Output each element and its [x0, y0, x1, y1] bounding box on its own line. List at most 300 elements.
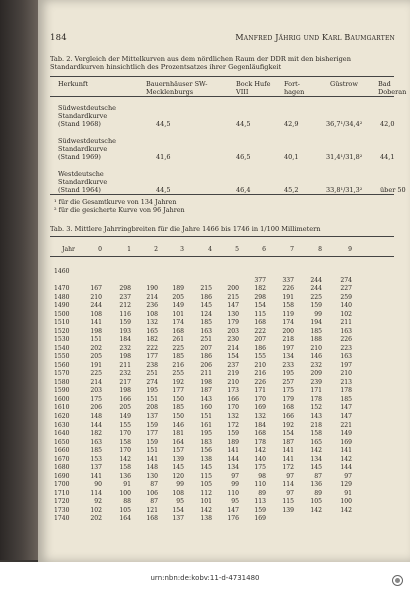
urn-identifier: urn:nbn:de:kobv:11-d-4731480	[150, 574, 260, 582]
table3-cell: 130	[146, 472, 158, 480]
table3-cell: 158	[119, 438, 131, 446]
table3-cell: 120	[172, 472, 184, 480]
table3-cell: 169	[254, 515, 266, 523]
table3-year-cell: 1740	[54, 515, 70, 523]
table3-cell: 165	[146, 327, 158, 335]
table3-cell: 169	[340, 438, 352, 446]
table3-year-cell: 1680	[54, 464, 70, 472]
table2-caption: Tab. 2. Vergleich der Mittelkurven aus dem nördlichen Raum der DDR mit den bisherigen Standardkurven hinsichtlich des Prozentsatzes ihrer Gegenläufigkeit	[50, 55, 351, 72]
table3-cell: 179	[227, 319, 239, 327]
table3-cell: 232	[310, 361, 322, 369]
table3-cell: 170	[254, 395, 266, 403]
table3-cell: 112	[200, 489, 212, 497]
table3-cell: 244	[310, 276, 322, 284]
table3-cell: 155	[254, 353, 266, 361]
table3-cell: 170	[227, 404, 239, 412]
table2-header-forthagen: Fort-hagen	[284, 80, 305, 97]
table2-row-label: (Stand 1968)	[58, 120, 101, 128]
table3-cell: 140	[254, 455, 266, 463]
table3-cell: 298	[254, 293, 266, 301]
table3-year-cell: 1520	[54, 327, 70, 335]
table3-cell: 163	[340, 327, 352, 335]
table3-header-cell: 2	[154, 246, 158, 253]
table3-cell: 173	[227, 387, 239, 395]
table3-cell: 99	[314, 310, 322, 318]
table3-cell: 87	[314, 472, 322, 480]
table3-year-cell: 1600	[54, 395, 70, 403]
table3-cell: 225	[90, 370, 102, 378]
table3-cell: 170	[119, 430, 131, 438]
table3-cell: 181	[172, 430, 184, 438]
table2-header-bauernhaeuser: Bauernhäuser SW-Mecklenburgs	[146, 80, 208, 97]
table3-cell: 87	[150, 481, 158, 489]
table3-cell: 178	[340, 387, 352, 395]
table3-cell: 149	[172, 302, 184, 310]
table3-cell: 211	[200, 370, 212, 378]
table3-header-cell: 9	[348, 246, 352, 253]
table3-cell: 142	[340, 506, 352, 514]
table3-cell: 184	[119, 336, 131, 344]
table3-cell: 261	[172, 336, 184, 344]
table3-cell: 144	[227, 455, 239, 463]
table3-cell: 216	[254, 370, 266, 378]
table2-row-label: (Stand 1964)	[58, 186, 101, 194]
table3-cell: 219	[227, 370, 239, 378]
table3-cell: 232	[119, 370, 131, 378]
table3-cell: 175	[90, 395, 102, 403]
table3-cell: 144	[90, 421, 102, 429]
table2-row-label: Standardkurve	[58, 112, 108, 120]
table3-cell: 211	[340, 319, 352, 327]
table3-year-cell: 1610	[54, 404, 70, 412]
table3-cell: 113	[254, 498, 266, 506]
table3-cell: 192	[172, 378, 184, 386]
table3-cell: 195	[146, 387, 158, 395]
table3-cell: 158	[310, 430, 322, 438]
table3-cell: 137	[146, 413, 158, 420]
table3-cell: 186	[254, 344, 266, 352]
table3-cell: 142	[340, 455, 352, 463]
table3-header-cell: 5	[235, 246, 239, 253]
table3-cell: 115	[200, 472, 212, 480]
table3-cell: 154	[172, 506, 184, 514]
table3-year-cell: 1500	[54, 310, 70, 318]
table2-cell: über 50	[380, 186, 406, 194]
table2-row-label: Südwestdeutsche	[58, 137, 116, 145]
table3-cell: 154	[254, 302, 266, 310]
table3-cell: 178	[254, 438, 266, 446]
table3-cell: 145	[200, 302, 212, 310]
table2-row-label: (Stand 1969)	[58, 153, 101, 161]
table3-cell: 142	[200, 506, 212, 514]
table3-header-cell: 1	[127, 246, 131, 253]
table3-year-cell: 1580	[54, 378, 70, 386]
table3-cell: 222	[254, 327, 266, 335]
table3-cell: 251	[200, 336, 212, 344]
table2-header-bad-doberan: Bad Doberan	[378, 80, 407, 97]
table3-cell: 101	[172, 310, 184, 318]
table3-cell: 152	[310, 404, 322, 412]
table3-cell: 142	[310, 506, 322, 514]
table3-cell: 141	[282, 455, 294, 463]
table3-cell: 210	[340, 370, 352, 378]
table3-cell: 150	[172, 413, 184, 420]
table3-cell: 158	[119, 464, 131, 472]
table3-cell: 146	[172, 421, 184, 429]
table3-cell: 154	[227, 353, 239, 361]
table3-cell: 209	[310, 370, 322, 378]
table3-cell: 184	[254, 421, 266, 429]
table3-header-cell: 3	[180, 246, 184, 253]
table3-cell: 198	[90, 327, 102, 335]
table3-cell: 105	[119, 506, 131, 514]
table2-cell: 33,8¹/31,3²	[326, 186, 363, 194]
table3-cell: 255	[172, 370, 184, 378]
table3-cell: 176	[227, 515, 239, 523]
table3-cell: 141	[340, 447, 352, 455]
table3-cell: 200	[227, 285, 239, 293]
table3-cell: 139	[282, 506, 294, 514]
table3-cell: 237	[119, 293, 131, 301]
table2-row-label: Standardkurve	[58, 145, 108, 153]
table3-cell: 191	[90, 361, 102, 369]
table3-header-cell: 6	[262, 246, 266, 253]
table3-cell: 88	[123, 498, 131, 506]
table3-cell: 153	[90, 455, 102, 463]
table3-cell: 142	[310, 447, 322, 455]
table2-footnote-1: ¹ für die Gesamtkurve von 134 Jahren	[54, 198, 177, 206]
table3-cell: 97	[231, 472, 239, 480]
table3-cell: 95	[231, 498, 239, 506]
table3-cell: 105	[200, 481, 212, 489]
table3-cell: 115	[282, 498, 294, 506]
table3-cell: 163	[200, 327, 212, 335]
table3-cell: 214	[146, 293, 158, 301]
table3-cell: 89	[258, 489, 266, 497]
table3-cell: 185	[172, 353, 184, 361]
table3-cell: 89	[314, 489, 322, 497]
table3-year-cell: 1670	[54, 455, 70, 463]
table3-cell: 168	[172, 327, 184, 335]
table3-year-cell: 1630	[54, 421, 70, 429]
table3-cell: 136	[310, 481, 322, 489]
table3-cell: 134	[227, 464, 239, 472]
table3-cell: 226	[340, 336, 352, 344]
table2-row-label: Standardkurve	[58, 178, 108, 186]
table3-cell: 108	[90, 310, 102, 318]
table3-cell: 148	[90, 413, 102, 420]
table3-cell: 216	[172, 361, 184, 369]
table3-cell: 163	[90, 438, 102, 446]
table3-cell: 159	[119, 319, 131, 327]
table3-cell: 145	[310, 464, 322, 472]
table3-cell: 99	[231, 481, 239, 489]
table3-cell: 202	[90, 515, 102, 523]
table3-cell: 225	[310, 293, 322, 301]
table3-cell: 151	[146, 447, 158, 455]
table3-cell: 140	[340, 302, 352, 310]
table3-cell: 139	[172, 455, 184, 463]
table3-cell: 185	[90, 447, 102, 455]
table3-cell: 237	[227, 361, 239, 369]
table2-header-herkunft: Herkunft	[58, 80, 88, 88]
table3-cell: 172	[282, 464, 294, 472]
table3-year-cell: 1530	[54, 336, 70, 344]
table3-cell: 143	[310, 413, 322, 420]
table3-cell: 197	[282, 344, 294, 352]
table3-cell: 102	[90, 506, 102, 514]
table3-cell: 97	[286, 472, 294, 480]
table3-cell: 99	[176, 481, 184, 489]
table3-cell: 226	[254, 378, 266, 386]
table3-cell: 91	[123, 481, 131, 489]
table3-cell: 101	[200, 498, 212, 506]
table2-cell: 40,1	[284, 153, 299, 161]
table3-year-cell: 1590	[54, 387, 70, 395]
table3-cell: 132	[227, 413, 239, 420]
table3-year-cell: 1550	[54, 353, 70, 361]
table3-cell: 119	[282, 310, 294, 318]
table3-cell: 164	[172, 438, 184, 446]
table3-year-cell: 1700	[54, 481, 70, 489]
table2-row-label: Westdeutsche	[58, 170, 104, 178]
table3-cell: 92	[94, 498, 102, 506]
table2-cell: 44,5	[236, 120, 251, 128]
table3-cell: 159	[227, 430, 239, 438]
table3-cell: 183	[200, 438, 212, 446]
table3-cell: 95	[176, 498, 184, 506]
table3-cell: 186	[200, 293, 212, 301]
table3-cell: 225	[172, 344, 184, 352]
table3-cell: 147	[227, 506, 239, 514]
table3-cell: 137	[90, 464, 102, 472]
table2-bottom-rule	[50, 194, 394, 195]
table3-cell: 141	[227, 447, 239, 455]
table3-cell: 203	[90, 387, 102, 395]
table3-cell: 168	[146, 515, 158, 523]
table3-cell: 203	[227, 327, 239, 335]
table2-cell: 44,1	[380, 153, 395, 161]
table3-header-rule	[50, 256, 394, 257]
table2-cell: 44,5	[156, 120, 171, 128]
table3-cell: 147	[340, 404, 352, 412]
table3-cell: 114	[90, 489, 102, 497]
table3-cell: 213	[340, 378, 352, 386]
table3-cell: 132	[146, 319, 158, 327]
table3-cell: 186	[200, 353, 212, 361]
table3-cell: 158	[282, 302, 294, 310]
table3-cell: 202	[90, 344, 102, 352]
table3-cell: 115	[254, 310, 266, 318]
table3-cell: 188	[310, 336, 322, 344]
table3-cell: 174	[282, 319, 294, 327]
table3-cell: 178	[310, 395, 322, 403]
table2-row-label: Südwestdeutsche	[58, 104, 116, 112]
table2-cell: 45,2	[284, 186, 299, 194]
table3-cell: 97	[286, 489, 294, 497]
table2-cell: 42,0	[380, 120, 395, 128]
table3-cell: 174	[172, 319, 184, 327]
table3-cell: 211	[119, 361, 131, 369]
table3-cell: 159	[254, 506, 266, 514]
table3-header-cell: 8	[318, 246, 322, 253]
table3-cell: 169	[254, 404, 266, 412]
table3-cell: 114	[282, 481, 294, 489]
table2-cell: 36,7¹/34,4²	[326, 120, 363, 128]
table3-cell: 168	[254, 430, 266, 438]
table3-cell: 177	[146, 430, 158, 438]
table3-cell: 148	[146, 464, 158, 472]
table3-cell: 274	[146, 378, 158, 386]
table2-header-rule	[50, 96, 394, 97]
table3-year-cell: 1650	[54, 438, 70, 446]
table3-year-cell: 1510	[54, 319, 70, 327]
table3-cell: 175	[282, 387, 294, 395]
table3-cell: 145	[200, 464, 212, 472]
table3-cell: 193	[119, 327, 131, 335]
table3-year-cell: 1540	[54, 344, 70, 352]
table3-cell: 215	[227, 293, 239, 301]
table3-cell: 239	[310, 378, 322, 386]
table3-cell: 177	[146, 353, 158, 361]
table3-cell: 212	[119, 302, 131, 310]
table3-cell: 134	[310, 455, 322, 463]
table3-cell: 151	[200, 413, 212, 420]
table3-cell: 215	[200, 285, 212, 293]
table3-cell: 87	[150, 498, 158, 506]
table2-cell: 44,5	[156, 186, 171, 194]
table3-cell: 337	[282, 276, 294, 284]
book-spine-shadow	[0, 0, 38, 560]
table3-year-cell: 1570	[54, 370, 70, 378]
table3-cell: 198	[200, 378, 212, 386]
table3-year-cell: 1690	[54, 472, 70, 480]
table3-cell: 208	[146, 404, 158, 412]
table3-cell: 214	[90, 378, 102, 386]
table2-header-guestrow: Güstrow	[330, 80, 358, 88]
table3-cell: 298	[119, 285, 131, 293]
table3-cell: 195	[282, 370, 294, 378]
table3-cell: 210	[90, 293, 102, 301]
table3-cell: 172	[227, 421, 239, 429]
table3-cell: 137	[172, 515, 184, 523]
table3-cell: 144	[340, 464, 352, 472]
table3-cell: 141	[146, 455, 158, 463]
table3-cell: 138	[200, 455, 212, 463]
table3-cell: 151	[146, 395, 158, 403]
table3-year-cell: 1720	[54, 498, 70, 506]
table3-cell: 218	[310, 421, 322, 429]
table3-year-cell: 1480	[54, 293, 70, 301]
table3-cell: 98	[258, 472, 266, 480]
table3-cell: 207	[200, 344, 212, 352]
table3-cell: 141	[90, 472, 102, 480]
table3-cell: 91	[344, 489, 352, 497]
table3-cell: 206	[200, 361, 212, 369]
table3-cell: 210	[254, 361, 266, 369]
table3-cell: 149	[340, 430, 352, 438]
table3-cell: 185	[172, 404, 184, 412]
table3-cell: 166	[119, 395, 131, 403]
table3-cell: 177	[172, 387, 184, 395]
table3-cell: 163	[340, 353, 352, 361]
table3-cell: 141	[90, 319, 102, 327]
table3-cell: 377	[254, 276, 266, 284]
table3-cell: 146	[310, 353, 322, 361]
table2-header-bock: Bock Hufe VIII	[236, 80, 271, 97]
table2-cell: 46,4	[236, 186, 251, 194]
table3-cell: 142	[119, 455, 131, 463]
table2-cell: 46,5	[236, 153, 251, 161]
table3-cell: 149	[119, 413, 131, 420]
table3-cell: 238	[146, 361, 158, 369]
table3-cell: 166	[282, 413, 294, 420]
table3-cell: 159	[146, 421, 158, 429]
table3-cell: 110	[227, 489, 239, 497]
table3-cell: 233	[282, 361, 294, 369]
table3-cell: 179	[282, 395, 294, 403]
table3-cell: 217	[119, 378, 131, 386]
table3-cell: 142	[254, 447, 266, 455]
table3-cell: 147	[227, 302, 239, 310]
table3-cell: 134	[282, 353, 294, 361]
table3-cell: 121	[146, 506, 158, 514]
table3-year-cell: 1620	[54, 413, 70, 420]
running-head-authors: Manfred Jährig und Karl Baumgarten	[235, 33, 395, 42]
table3-cell: 182	[90, 430, 102, 438]
table3-cell: 210	[227, 378, 239, 386]
table3-cell: 100	[119, 489, 131, 497]
table3-cell: 274	[340, 276, 352, 284]
table3-cell: 165	[310, 438, 322, 446]
table3-cell: 205	[119, 404, 131, 412]
table3-header-cell: 0	[98, 246, 102, 253]
table3-cell: 205	[172, 293, 184, 301]
table3-header-cell: 7	[290, 246, 294, 253]
table3-cell: 187	[282, 438, 294, 446]
table3-year-cell: 1660	[54, 447, 70, 455]
table3-cell: 223	[340, 344, 352, 352]
table3-year-cell: 1730	[54, 506, 70, 514]
table3-cell: 161	[200, 421, 212, 429]
table3-cell: 206	[90, 404, 102, 412]
table3-cell: 168	[282, 404, 294, 412]
table3-cell: 244	[90, 302, 102, 310]
table3-cell: 167	[90, 285, 102, 293]
table3-cell: 155	[119, 421, 131, 429]
table3-cell: 185	[340, 395, 352, 403]
table3-cell: 218	[282, 336, 294, 344]
table2-footnote-2: ² für die gesicherte Kurve von 96 Jahren	[54, 206, 185, 214]
table3-year-cell: 1470	[54, 285, 70, 293]
table3-cell: 187	[200, 387, 212, 395]
table3-cell: 116	[119, 310, 131, 318]
table3-header-cell: 4	[208, 246, 212, 253]
table3-cell: 185	[310, 327, 322, 335]
table2-top-rule	[50, 76, 394, 77]
table3-cell: 259	[340, 293, 352, 301]
table3-cell: 191	[282, 293, 294, 301]
table3-cell: 159	[310, 302, 322, 310]
table3-cell: 222	[146, 344, 158, 352]
table3-cell: 102	[340, 310, 352, 318]
table3-cell: 182	[146, 336, 158, 344]
table3-cell: 166	[227, 395, 239, 403]
table3-cell: 164	[119, 515, 131, 523]
table3-cell: 105	[310, 498, 322, 506]
table3-cell: 205	[90, 353, 102, 361]
table3-cell: 106	[146, 489, 158, 497]
